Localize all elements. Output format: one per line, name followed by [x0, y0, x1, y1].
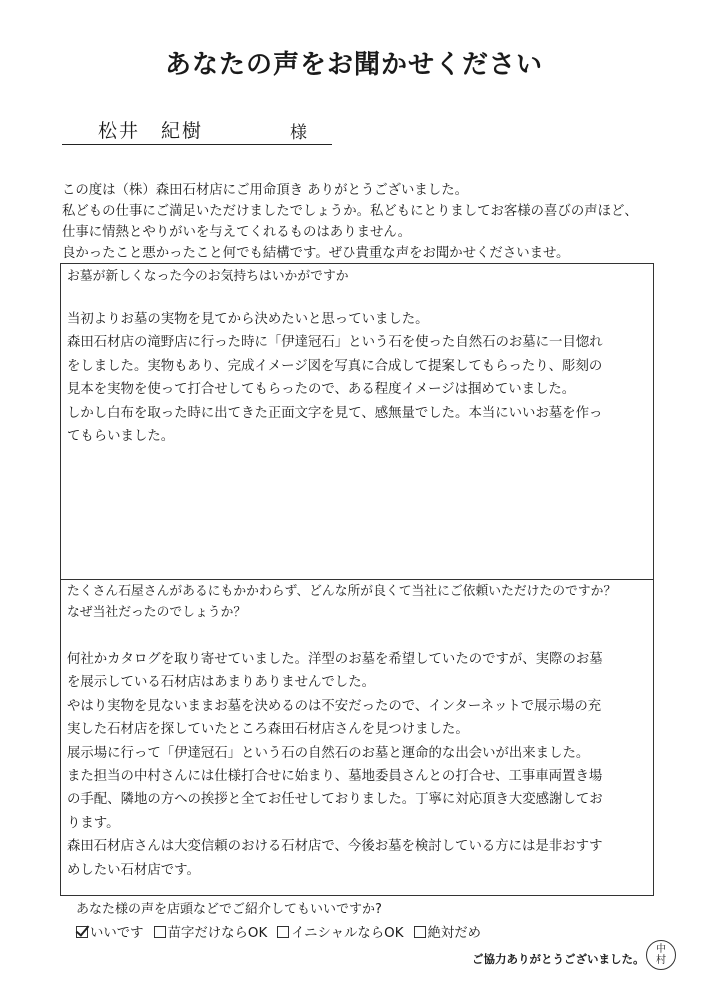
answer-line: しかし白布を取った時に出てきた正面文字を見て、感無量でした。本当にいいお墓を作っ — [67, 405, 603, 421]
consent-question: あなた様の声を店頭などでご紹介してもいいですか? — [76, 902, 382, 917]
answer-line: 展示場に行って「伊達冠石」という石の自然石のお墓と運命的な出会いが出来ました。 — [67, 745, 590, 761]
option-label: 絶対だめ — [427, 926, 482, 941]
answer-line: めしたい石材店です。 — [67, 862, 200, 878]
answer-feelings — [67, 308, 651, 448]
intro-line: 良かったこと悪かったこと何でも結構です。ぜひ貴重な声をお聞かせくださいませ。 — [62, 246, 570, 261]
answer-line: 何社かカタログを取り寄せていました。洋型のお墓を希望していたのですが、実際のお墓 — [67, 652, 603, 667]
checkbox[interactable] — [414, 926, 426, 938]
option-label: いいです — [90, 926, 144, 941]
feedback-section-reasons — [60, 579, 654, 896]
checkbox[interactable] — [154, 926, 166, 938]
stamp-char: 中 — [656, 944, 666, 955]
answer-line: てもらいました。 — [67, 429, 175, 445]
option-initials-only[interactable] — [277, 922, 403, 941]
staff-stamp — [646, 940, 676, 970]
answer-line: 見本を実物を使って打合せしてもらったので、ある程度イメージは掴めていました。 — [67, 382, 576, 398]
option-label: 苗字だけならOK — [167, 926, 268, 941]
question-reasons-1: たくさん石屋さんがあるにもかかわらず、どんな所が良くて当社にご依頼いただけたのですか？ — [67, 584, 617, 599]
answer-line: 当初よりお墓の実物を見てから決めたいと思っていました。 — [67, 312, 429, 327]
answer-line: やはり実物を見ないままお墓を決めるのは不安だったので、インターネットで展示場の充 — [67, 698, 602, 714]
answer-line: 森田石材店さんは大変信頼のおける石材店で、今後お墓を検討している方には是非おすす — [67, 839, 603, 855]
intro-line: 仕事に情熱とやりがいを与えてくれるものはありません。 — [62, 225, 411, 240]
feedback-section-feelings — [60, 263, 654, 580]
question-feelings: お墓が新しくなった今のお気持ちはいかがですか — [67, 269, 349, 284]
option-label: イニシャルならOK — [291, 926, 404, 941]
answer-line: の手配、隣地の方への挨拶と全てお任せしておりました。丁寧に対応頂き大変感謝してお — [67, 792, 603, 808]
checkbox-checked[interactable] — [76, 926, 88, 938]
thanks-text: ご協力ありがとうございました。 — [472, 952, 645, 966]
option-refuse[interactable] — [414, 922, 482, 941]
answer-line: ります。 — [67, 815, 120, 831]
checkbox[interactable] — [277, 926, 289, 938]
customer-name-line — [62, 116, 332, 145]
page-title: あなたの声をお聞かせください — [164, 50, 543, 80]
customer-name: 松井 紀樹 — [98, 120, 204, 142]
answer-reasons — [67, 648, 651, 882]
intro-line: この度は（株）森田石材店にご用命頂き ありがとうございました。 — [62, 183, 468, 198]
answer-line: をしました。実物もあり、完成イメージ図を写真に合成して提案してもらったり、彫刻の — [67, 358, 603, 374]
stamp-char: 村 — [656, 955, 666, 966]
consent-options — [76, 922, 481, 941]
question-reasons-2: なぜ当社だったのでしょうか？ — [67, 605, 247, 620]
answer-line: を展示している石材店はあまりありませんでした。 — [67, 675, 375, 691]
answer-line: 森田石材店の滝野店に行った時に「伊達冠石」という石を使った自然石のお墓に一目惚れ — [67, 335, 603, 351]
answer-line: 実した石材店を探していたところ森田石材店さんを見つけました。 — [67, 722, 469, 738]
answer-line: また担当の中村さんには仕様打合せに始まり、墓地委員さんとの打合せ、工事車両置き場 — [67, 769, 603, 785]
customer-honorific: 様 — [290, 123, 307, 143]
intro-text — [62, 180, 662, 264]
option-surname-only[interactable] — [154, 922, 268, 941]
option-ok[interactable] — [76, 922, 144, 941]
intro-line: 私どもの仕事にご満足いただけましたでしょうか。私どもにとりましてお客様の喜びの声ほど、 — [62, 204, 638, 219]
